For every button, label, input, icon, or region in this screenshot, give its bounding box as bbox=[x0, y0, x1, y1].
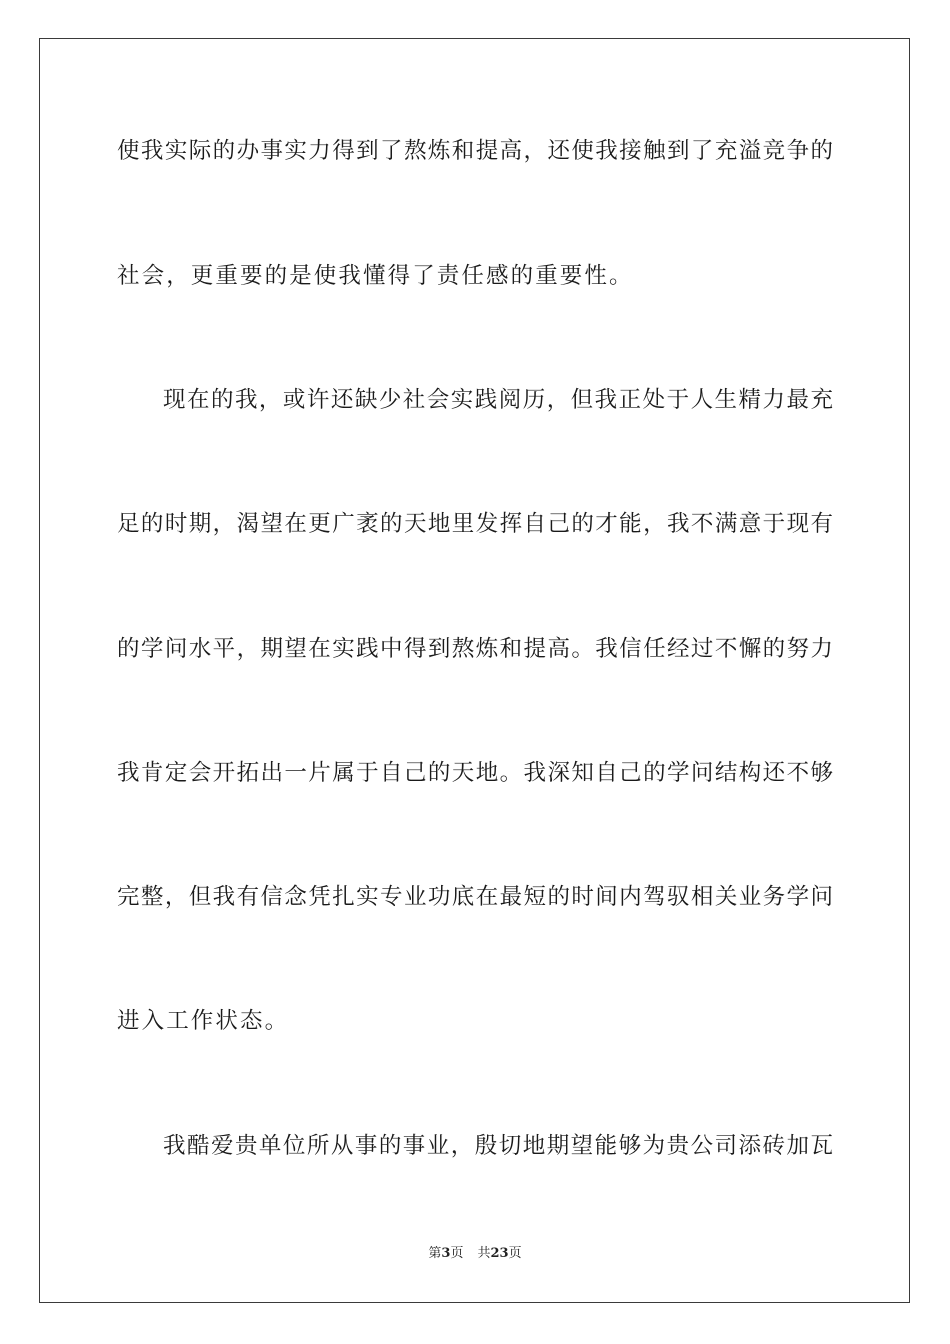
page-number: 3 bbox=[441, 1246, 451, 1261]
text-line-6: 我肯定会开拓出一片属于自己的天地。我深知自己的学问结构还不够 bbox=[117, 760, 833, 786]
text-line-9: 我酷爱贵单位所从事的事业，殷切地期望能够为贵公司添砖加瓦 bbox=[163, 1133, 833, 1159]
text-line-2: 社会，更重要的是使我懂得了责任感的重要性。 bbox=[117, 263, 634, 289]
total-suffix: 页 bbox=[508, 1246, 522, 1261]
page-footer bbox=[0, 1245, 950, 1263]
page-border bbox=[39, 38, 910, 1303]
text-line-7: 完整，但我有信念凭扎实专业功底在最短的时间内驾驭相关业务学问 bbox=[117, 884, 833, 910]
text-line-3: 现在的我，或许还缺少社会实践阅历，但我正处于人生精力最充 bbox=[163, 387, 833, 413]
page-prefix: 第 bbox=[428, 1246, 442, 1261]
text-line-4: 足的时期，渴望在更广袤的天地里发挥自己的才能，我不满意于现有 bbox=[117, 511, 833, 537]
total-pages: 23 bbox=[490, 1246, 509, 1261]
page-suffix: 页 bbox=[450, 1246, 464, 1261]
text-line-1: 使我实际的办事实力得到了熬炼和提高，还使我接触到了充溢竞争的 bbox=[117, 138, 833, 164]
text-line-8: 进入工作状态。 bbox=[117, 1008, 290, 1034]
total-prefix: 共 bbox=[477, 1246, 491, 1261]
text-line-5: 的学问水平，期望在实践中得到熬炼和提高。我信任经过不懈的努力 bbox=[117, 636, 833, 662]
